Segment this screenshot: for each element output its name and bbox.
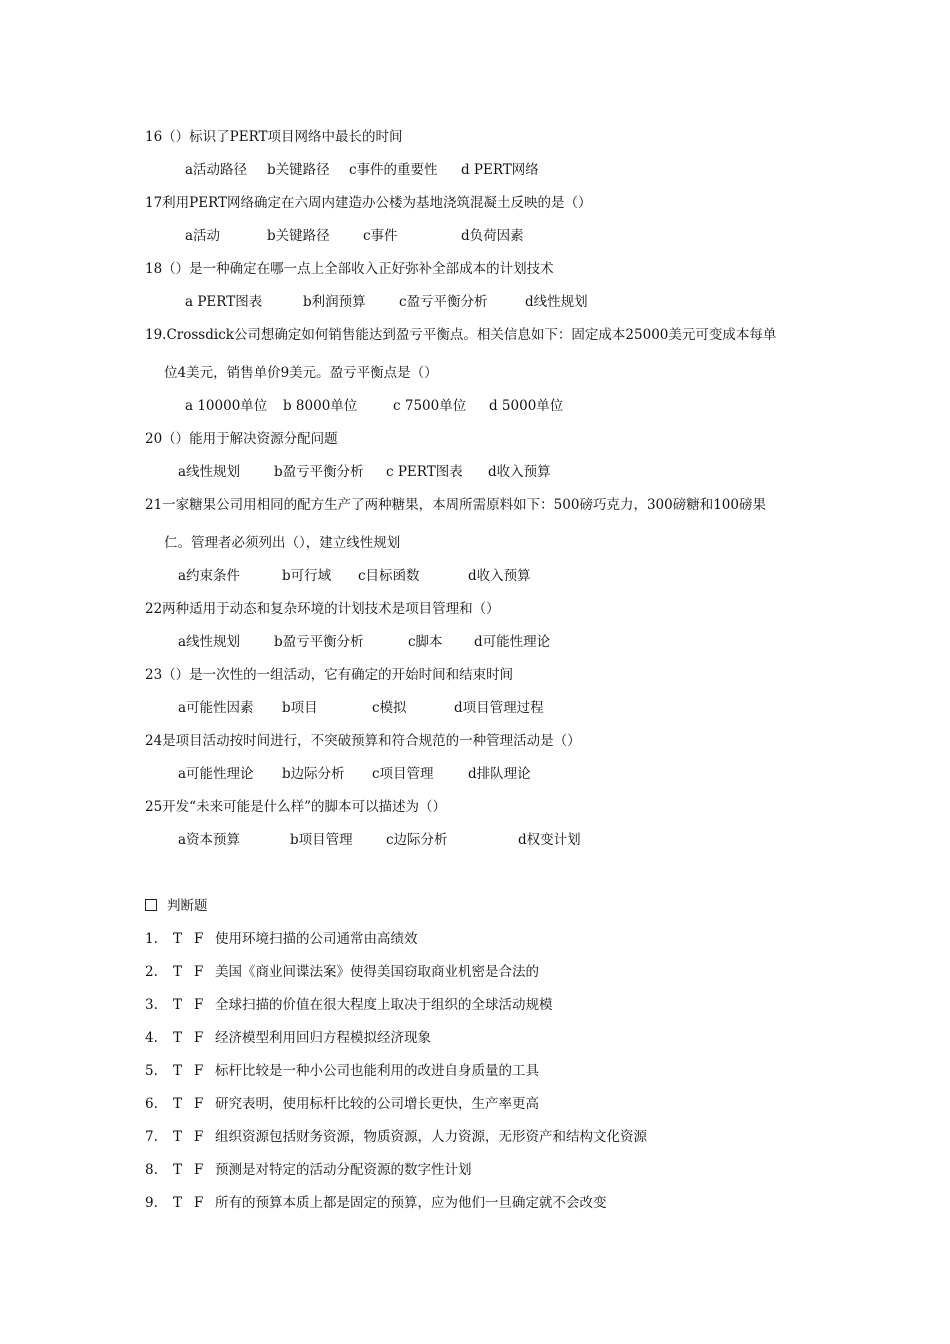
option-b: b盈亏平衡分析 [274, 634, 364, 650]
option-c: c PERT图表 [386, 464, 463, 480]
question-19-text: 19.Crossdick公司想确定如何销售能达到盈亏平衡点。相关信息如下：固定成本25000美元可变成本每单 [145, 327, 777, 343]
option-b: b关键路径 [267, 228, 330, 244]
option-d: d排队理论 [468, 766, 531, 782]
option-a: a资本预算 [178, 832, 241, 848]
option-c: c项目管理 [372, 766, 434, 782]
option-d: d可能性理论 [474, 634, 551, 650]
item-number: 7. [145, 1129, 158, 1145]
true-marker: T [173, 931, 183, 947]
item-number: 6. [145, 1096, 158, 1112]
question-25-text: 25开发“未来可能是什么样”的脚本可以描述为（） [145, 799, 446, 815]
option-d: d权变计划 [518, 832, 581, 848]
option-a: a线性规划 [178, 464, 241, 480]
section-header [145, 896, 208, 916]
item-text: 使用环境扫描的公司通常由高绩效 [215, 931, 418, 947]
option-a: a活动路径 [185, 162, 248, 178]
option-c: c盈亏平衡分析 [399, 294, 488, 310]
option-a: a PERT图表 [185, 294, 263, 310]
false-marker: F [194, 1030, 204, 1046]
question-17-text: 17利用PERT网络确定在六周内建造办公楼为基地浇筑混凝土反映的是（） [145, 195, 592, 211]
false-marker: F [194, 1129, 204, 1145]
item-number: 3. [145, 997, 158, 1013]
item-text: 美国《商业间谍法案》使得美国窃取商业机密是合法的 [215, 964, 539, 980]
item-text: 所有的预算本质上都是固定的预算，应为他们一旦确定就不会改变 [215, 1195, 607, 1211]
true-marker: T [173, 997, 183, 1013]
option-c: c事件 [363, 228, 398, 244]
true-marker: T [173, 1030, 183, 1046]
item-text: 全球扫描的价值在很大程度上取决于组织的全球活动规模 [215, 997, 553, 1013]
option-a: a线性规划 [178, 634, 241, 650]
true-marker: T [173, 1129, 183, 1145]
item-text: 预测是对特定的活动分配资源的数字性计划 [215, 1162, 472, 1178]
option-a: a可能性因素 [178, 700, 254, 716]
item-text: 标杆比较是一种小公司也能利用的改进自身质量的工具 [215, 1063, 539, 1079]
question-22-text: 22两种适用于动态和复杂环境的计划技术是项目管理和（） [145, 601, 500, 617]
option-d: d 5000单位 [489, 398, 564, 414]
option-d: d负荷因素 [461, 228, 524, 244]
item-number: 8. [145, 1162, 158, 1178]
false-marker: F [194, 931, 204, 947]
option-c: c 7500单位 [393, 398, 467, 414]
option-a: a可能性理论 [178, 766, 254, 782]
question-21-text-continued: 仁。管理者必须列出（），建立线性规划 [164, 535, 401, 551]
option-c: c事件的重要性 [349, 162, 438, 178]
item-number: 1. [145, 931, 158, 947]
option-d: d项目管理过程 [454, 700, 544, 716]
option-a: a活动 [185, 228, 221, 244]
option-d: d收入预算 [488, 464, 551, 480]
question-19-text-continued: 位4美元，销售单价9美元。盈亏平衡点是（） [164, 365, 438, 381]
option-b: b项目管理 [290, 832, 353, 848]
item-text: 组织资源包括财务资源，物质资源，人力资源，无形资产和结构文化资源 [215, 1129, 647, 1145]
option-c: c模拟 [372, 700, 407, 716]
true-marker: T [173, 964, 183, 980]
true-marker: T [173, 1162, 183, 1178]
option-b: b盈亏平衡分析 [274, 464, 364, 480]
option-b: b关键路径 [267, 162, 330, 178]
option-b: b利润预算 [303, 294, 366, 310]
item-number: 2. [145, 964, 158, 980]
option-d: d PERT网络 [461, 162, 539, 178]
question-21-text: 21一家糖果公司用相同的配方生产了两种糖果，本周所需原料如下：500磅巧克力，300磅糖和100磅果 [145, 497, 766, 513]
item-text: 经济模型利用回归方程模拟经济现象 [215, 1030, 431, 1046]
item-number: 4. [145, 1030, 158, 1046]
item-number: 5. [145, 1063, 158, 1079]
option-a: a 10000单位 [185, 398, 268, 414]
option-d: d收入预算 [468, 568, 531, 584]
option-b: b 8000单位 [283, 398, 358, 414]
question-18-text: 18（）是一种确定在哪一点上全部收入正好弥补全部成本的计划技术 [145, 261, 554, 277]
option-b: b边际分析 [282, 766, 345, 782]
option-c: c边际分析 [386, 832, 448, 848]
question-16-text: 16（）标识了PERT项目网络中最长的时间 [145, 129, 403, 145]
section-title: 判断题 [167, 898, 208, 914]
false-marker: F [194, 1096, 204, 1112]
question-23-text: 23（）是一次性的一组活动，它有确定的开始时间和结束时间 [145, 667, 514, 683]
false-marker: F [194, 1195, 204, 1211]
checkbox-icon [145, 899, 157, 911]
question-24-text: 24是项目活动按时间进行，不突破预算和符合规范的一种管理活动是（） [145, 733, 581, 749]
option-c: c目标函数 [358, 568, 420, 584]
question-20-text: 20（）能用于解决资源分配问题 [145, 431, 338, 447]
option-c: c脚本 [408, 634, 443, 650]
option-b: b项目 [282, 700, 318, 716]
true-marker: T [173, 1096, 183, 1112]
false-marker: F [194, 1162, 204, 1178]
true-marker: T [173, 1063, 183, 1079]
option-b: b可行域 [282, 568, 332, 584]
option-d: d线性规划 [525, 294, 588, 310]
item-number: 9. [145, 1195, 158, 1211]
false-marker: F [194, 997, 204, 1013]
false-marker: F [194, 964, 204, 980]
option-a: a约束条件 [178, 568, 241, 584]
true-marker: T [173, 1195, 183, 1211]
item-text: 研究表明，使用标杆比较的公司增长更快，生产率更高 [215, 1096, 539, 1112]
false-marker: F [194, 1063, 204, 1079]
